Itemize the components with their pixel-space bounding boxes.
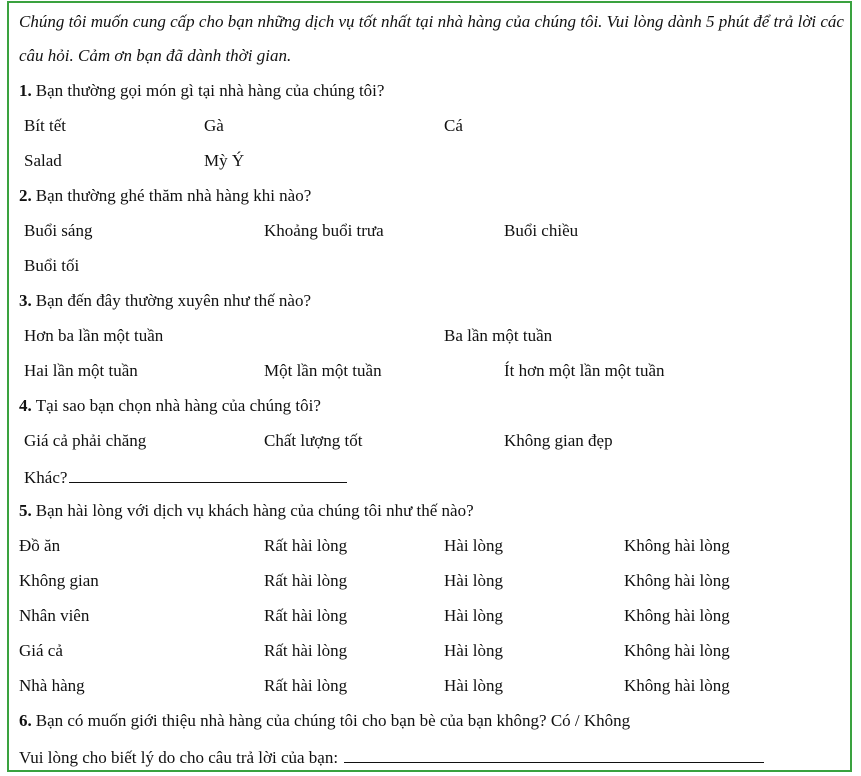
question-text: Bạn thường gọi món gì tại nhà hàng của chúng tôi? — [35, 81, 385, 100]
reason-row — [19, 738, 844, 773]
question-text: Bạn có muốn giới thiệu nhà hàng của chúng tôi cho bạn bè của bạn không? Có / Không — [35, 711, 631, 730]
rating-row-label: Đồ ăn — [19, 536, 61, 555]
question-number: 3. — [19, 291, 32, 310]
rating-row — [19, 668, 844, 703]
option-chicken[interactable]: Gà — [204, 116, 224, 135]
question-text: Bạn hài lòng với dịch vụ khách hàng của chúng tôi như thế nào? — [35, 501, 474, 520]
rating-satisfied[interactable]: Hài lòng — [444, 536, 504, 555]
options-row — [19, 143, 844, 178]
options-row — [19, 353, 844, 388]
rating-satisfied[interactable]: Hài lòng — [444, 676, 504, 695]
rating-not-satisfied[interactable]: Không hài lòng — [624, 536, 730, 555]
option-morning[interactable]: Buổi sáng — [24, 221, 93, 240]
rating-row-label: Nhà hàng — [19, 676, 85, 695]
question-number: 4. — [19, 396, 32, 415]
question-text: Bạn thường ghé thăm nhà hàng khi nào? — [35, 186, 312, 205]
option-less-than-once[interactable]: Ít hơn một lần một tuần — [504, 361, 665, 380]
option-spaghetti[interactable]: Mỳ Ý — [204, 151, 245, 170]
option-ambience[interactable]: Không gian đẹp — [504, 431, 613, 450]
rating-very-satisfied[interactable]: Rất hài lòng — [264, 536, 348, 555]
option-quality[interactable]: Chất lượng tốt — [264, 431, 363, 450]
rating-satisfied[interactable]: Hài lòng — [444, 606, 504, 625]
survey-content — [19, 5, 844, 773]
question-4 — [19, 388, 844, 423]
option-salad[interactable]: Salad — [24, 151, 62, 170]
options-row — [19, 213, 844, 248]
option-other-label[interactable]: Khác? — [24, 468, 68, 487]
option-twice[interactable]: Hai lần một tuần — [24, 361, 138, 380]
reason-answer-blank[interactable] — [344, 738, 764, 763]
rating-row-label: Nhân viên — [19, 606, 90, 625]
question-number: 2. — [19, 186, 32, 205]
rating-not-satisfied[interactable]: Không hài lòng — [624, 571, 730, 590]
rating-row — [19, 633, 844, 668]
question-1 — [19, 73, 844, 108]
question-number: 1. — [19, 81, 32, 100]
option-three-times[interactable]: Ba lần một tuần — [444, 326, 553, 345]
rating-not-satisfied[interactable]: Không hài lòng — [624, 676, 730, 695]
rating-row — [19, 528, 844, 563]
rating-very-satisfied[interactable]: Rất hài lòng — [264, 676, 348, 695]
options-row — [19, 423, 844, 458]
rating-row-label: Giá cả — [19, 641, 63, 660]
option-fish[interactable]: Cá — [444, 116, 463, 135]
question-number: 6. — [19, 711, 32, 730]
reason-prompt: Vui lòng cho biết lý do cho câu trả lời của bạn: — [19, 748, 339, 767]
option-afternoon[interactable]: Buổi chiều — [504, 221, 579, 240]
option-noon[interactable]: Khoảng buổi trưa — [264, 221, 384, 240]
question-text: Tại sao bạn chọn nhà hàng của chúng tôi? — [35, 396, 321, 415]
other-answer-blank[interactable] — [69, 458, 347, 483]
rating-not-satisfied[interactable]: Không hài lòng — [624, 641, 730, 660]
survey-intro: Chúng tôi muốn cung cấp cho bạn những dịch vụ tốt nhất tại nhà hàng của chúng tôi. Vui lòng dành 5 phút để trả lời các câu hỏi. Cảm ơn bạn đã dành thời gian. — [19, 12, 844, 65]
options-row — [19, 108, 844, 143]
options-row — [19, 248, 844, 283]
question-number: 5. — [19, 501, 32, 520]
question-5 — [19, 493, 844, 528]
option-other — [24, 458, 347, 495]
option-steak[interactable]: Bít tết — [24, 116, 67, 135]
question-2 — [19, 178, 844, 213]
rating-very-satisfied[interactable]: Rất hài lòng — [264, 641, 348, 660]
question-text: Bạn đến đây thường xuyên như thế nào? — [35, 291, 312, 310]
option-affordable[interactable]: Giá cả phải chăng — [24, 431, 147, 450]
rating-very-satisfied[interactable]: Rất hài lòng — [264, 571, 348, 590]
options-row — [19, 458, 844, 493]
option-once[interactable]: Một lần một tuần — [264, 361, 382, 380]
question-3 — [19, 283, 844, 318]
rating-satisfied[interactable]: Hài lòng — [444, 571, 504, 590]
question-6 — [19, 703, 844, 738]
options-row — [19, 318, 844, 353]
option-more-than-three[interactable]: Hơn ba lần một tuần — [24, 326, 164, 345]
rating-not-satisfied[interactable]: Không hài lòng — [624, 606, 730, 625]
rating-row-label: Không gian — [19, 571, 99, 590]
rating-row — [19, 563, 844, 598]
rating-satisfied[interactable]: Hài lòng — [444, 641, 504, 660]
option-evening[interactable]: Buổi tối — [24, 256, 80, 275]
rating-very-satisfied[interactable]: Rất hài lòng — [264, 606, 348, 625]
rating-row — [19, 598, 844, 633]
survey-frame — [7, 1, 852, 772]
